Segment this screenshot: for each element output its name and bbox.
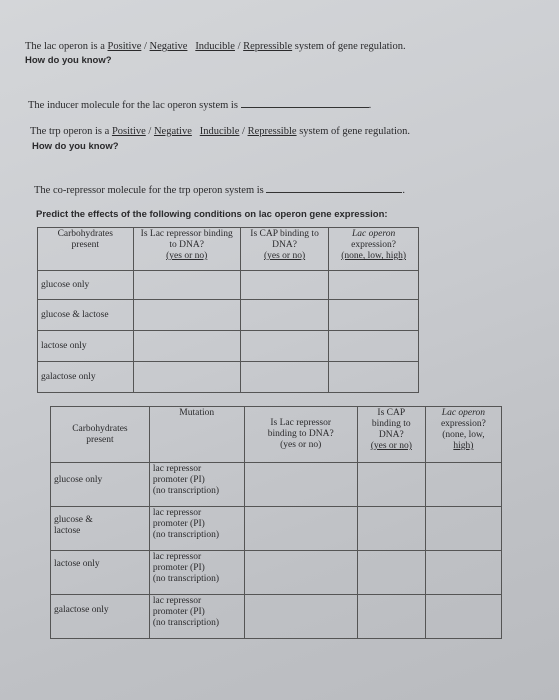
table-row: [38, 300, 419, 331]
q2-answer-blank[interactable]: [241, 98, 369, 108]
q1-option-inducible[interactable]: Inducible: [195, 41, 235, 52]
table-row: [51, 463, 502, 507]
table2-expression-answer-cell[interactable]: [425, 551, 501, 595]
q3-prefix: The trp operon is a: [30, 126, 110, 137]
table1-carb-cell: galactose only: [38, 362, 134, 393]
table2-mutation-cell: lac repressor promoter (PI) (no transcription): [149, 595, 244, 639]
table1-cap-answer-cell[interactable]: [240, 362, 328, 393]
table2-header-expression: Lac operon expression? (none, low, high): [425, 407, 501, 463]
table-row: [38, 331, 419, 362]
q2-end: .: [368, 100, 372, 111]
table1-header-lac-repressor: Is Lac repressor binding to DNA? (yes or no): [133, 228, 240, 271]
q4-answer-blank[interactable]: [266, 183, 402, 193]
predict-heading: Predict the effects of the following conditions on lac operon gene expression:: [36, 209, 388, 220]
table1-carb-cell: glucose only: [38, 271, 134, 300]
table2-repressor-answer-cell[interactable]: [244, 507, 357, 551]
q3-sep2: /: [242, 126, 245, 137]
table1-cap-answer-cell[interactable]: [240, 331, 328, 362]
table1-expression-answer-cell[interactable]: [329, 331, 419, 362]
q2-text: The inducer molecule for the lac operon system is: [28, 100, 238, 111]
table2-carb-cell: galactose only: [51, 595, 150, 639]
table1-cap-answer-cell[interactable]: [240, 271, 328, 300]
q4-end: .: [402, 185, 406, 196]
table2-header-carbohydrates: Carbohydrates present: [51, 407, 150, 463]
table2-mutation-cell: lac repressor promoter (PI) (no transcription): [149, 551, 244, 595]
table1-expression-answer-cell[interactable]: [329, 271, 419, 300]
question-trp-operon-type: [30, 126, 410, 137]
table1-cap-answer-cell[interactable]: [240, 300, 328, 331]
q3-suffix: system of gene regulation.: [299, 126, 410, 137]
table1-repressor-answer-cell[interactable]: [133, 331, 240, 362]
table2-carb-cell: glucose only: [51, 463, 150, 507]
table2-expression-answer-cell[interactable]: [425, 507, 501, 551]
q3-option-negative[interactable]: Negative: [153, 126, 192, 137]
q4-text: The co-repressor molecule for the trp operon system is: [34, 185, 264, 196]
table1-repressor-answer-cell[interactable]: [133, 300, 240, 331]
q3-option-repressible[interactable]: Repressible: [247, 126, 297, 137]
table1-carb-cell: lactose only: [38, 331, 134, 362]
q3-option-inducible[interactable]: Inducible: [199, 126, 240, 137]
q1-option-negative[interactable]: Negative: [149, 41, 188, 52]
table-lac-mutation: [50, 406, 502, 639]
table2-mutation-cell: lac repressor promoter (PI) (no transcription): [149, 463, 244, 507]
q3-option-positive[interactable]: Positive: [111, 126, 146, 137]
q1-suffix: system of gene regulation.: [294, 41, 406, 52]
table2-carb-cell: lactose only: [51, 551, 150, 595]
table1-header-row: [38, 228, 419, 271]
table1-expression-answer-cell[interactable]: [329, 300, 419, 331]
table2-repressor-answer-cell[interactable]: [244, 551, 357, 595]
table2-cap-answer-cell[interactable]: [357, 507, 425, 551]
q1-sep1: /: [143, 41, 147, 52]
q3-sep1: /: [148, 126, 152, 137]
table2-repressor-answer-cell[interactable]: [244, 463, 357, 507]
q1-option-repressible[interactable]: Repressible: [243, 41, 293, 52]
q1-how-do-you-know: How do you know?: [25, 55, 112, 66]
q1-option-positive[interactable]: Positive: [107, 41, 142, 52]
table1-header-cap-binding: Is CAP binding to DNA? (yes or no): [240, 228, 328, 271]
table2-expression-answer-cell[interactable]: [425, 595, 501, 639]
table-lac-conditions: [37, 227, 419, 393]
table-row: [51, 595, 502, 639]
table2-header-mutation: Mutation: [149, 407, 244, 463]
table1-header-carbohydrates: Carbohydrates present: [38, 228, 134, 271]
question-inducer-molecule: [28, 98, 371, 111]
table2-cap-answer-cell[interactable]: [357, 595, 425, 639]
table-row: [38, 271, 419, 300]
q1-prefix: The lac operon is a: [25, 41, 105, 52]
table2-mutation-cell: lac repressor promoter (PI) (no transcription): [149, 507, 244, 551]
table1-repressor-answer-cell[interactable]: [133, 271, 240, 300]
table1-expression-answer-cell[interactable]: [329, 362, 419, 393]
table1-repressor-answer-cell[interactable]: [133, 362, 240, 393]
table2-header-row: [51, 407, 502, 463]
q1-sep2: /: [237, 41, 241, 52]
table1-header-expression: Lac operon expression? (none, low, high): [329, 228, 419, 271]
q3-how-do-you-know: How do you know?: [32, 141, 119, 152]
table2-repressor-answer-cell[interactable]: [244, 595, 357, 639]
table2-header-cap-binding: Is CAP binding to DNA? (yes or no): [357, 407, 425, 463]
table2-cap-answer-cell[interactable]: [357, 551, 425, 595]
question-lac-operon-type: [25, 41, 406, 52]
table-row: [38, 362, 419, 393]
table2-expression-answer-cell[interactable]: [425, 463, 501, 507]
table-row: [51, 551, 502, 595]
question-co-repressor-molecule: [34, 183, 405, 196]
table2-header-lac-repressor: Is Lac repressor binding to DNA? (yes or no): [244, 407, 357, 463]
table2-carb-cell: glucose & lactose: [51, 507, 150, 551]
table2-cap-answer-cell[interactable]: [357, 463, 425, 507]
table-row: [51, 507, 502, 551]
table1-carb-cell: glucose & lactose: [38, 300, 134, 331]
